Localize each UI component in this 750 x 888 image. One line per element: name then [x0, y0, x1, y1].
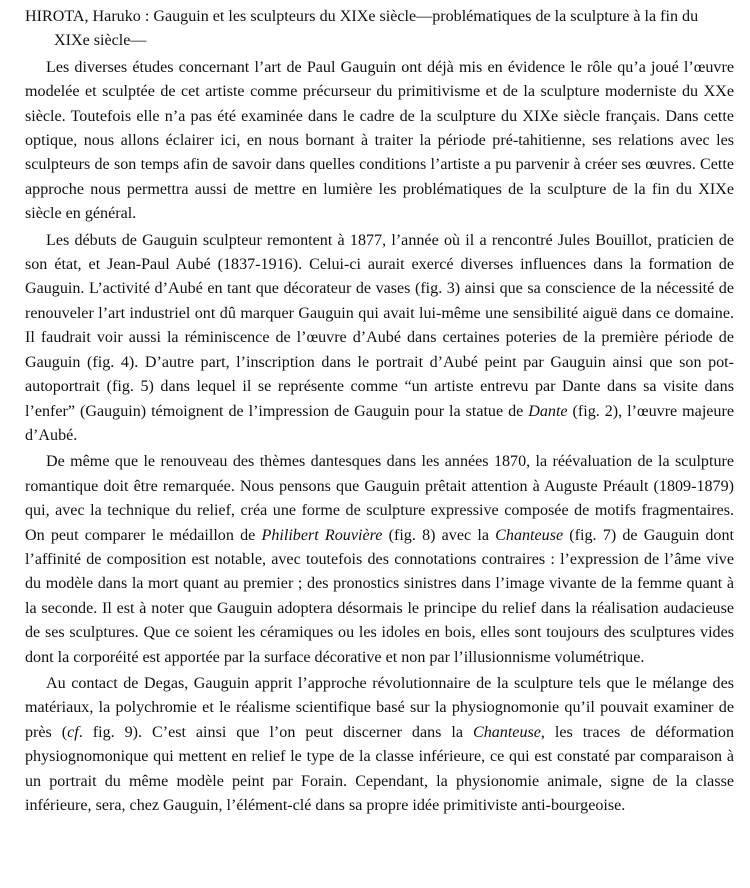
paragraph-2: [25, 229, 734, 449]
article-title: HIROTA, Haruko : Gauguin et les sculpteurs du XIXe siècle—problématiques de la sculpture à la fin du XIXe siècle—: [25, 8, 699, 50]
paragraph-4: [25, 672, 734, 818]
italic-text-run: Dante: [528, 402, 568, 420]
text-run: , les traces de déformation physiognomonique qui mettent en relief le type de la classe inférieure, ce qui est constaté par comparaison à un portrait du même modèle peint par Forain. Cependant, la physionomie animale, signe de la classe inférieure, sera, chez Gauguin, l’élément-clé dans sa propre idée primitiviste anti-bourgeoise.: [25, 723, 734, 814]
article-body: [25, 56, 734, 819]
text-run: Au contact de Degas, Gauguin apprit l’approche révolutionnaire de la sculpture tels que le mélange des matériaux, la polychromie et le réalisme scientifique basé sur la physiognomonie qu’il pouvait examiner de près (: [25, 674, 734, 741]
text-run: (fig. 2), l’œuvre majeure d’Aubé.: [25, 402, 734, 444]
italic-text-run: cf: [67, 723, 79, 741]
italic-text-run: Chanteuse: [472, 723, 541, 741]
italic-text-run: Philibert Rouvière: [261, 526, 383, 544]
text-run: (fig. 7) de Gauguin dont l’affinité de composition est notable, avec toutefois des connotations contraires : l’expression de l’âme vive du modèle dans la mort quant au premier ; des pronostics sinistres dans l’image vivante de la femme quant à la seconde. Il est à noter que Gauguin adoptera désormais le principe du relief dans la réalisation audacieuse de ses sculptures. Que ce soient les céramiques ou les idoles en bois, elles sont toujours des sculptures vides dont la corporéité est apportée par la surface décorative et non par l’illusionnisme volumétrique.: [25, 526, 734, 666]
text-run: . fig. 9). C’est ainsi que l’on peut discerner dans la: [78, 723, 473, 741]
paragraph-3: [25, 450, 734, 670]
paragraph-1: [25, 56, 734, 227]
italic-text-run: Chanteuse: [495, 526, 564, 544]
text-run: (fig. 8) avec la: [382, 526, 496, 544]
text-run: Les débuts de Gauguin sculpteur remontent à 1877, l’année où il a rencontré Jules Bouillot, praticien de son état, et Jean-Paul Aubé (1837-1916). Celui-ci aurait exercé diverses influences dans la formation de Gauguin. L’activité d’Aubé en tant que décorateur de vases (fig. 3) ainsi que sa conscience de la nécessité de renouveler l’art industriel ont dû marquer Gauguin qui avait lui-même une sensibilité aiguë dans ce domaine. Il faudrait voir aussi la réminiscence de l’œuvre d’Aubé dans certaines poteries de la première période de Gauguin (fig. 4). D’autre part, l’inscription dans le portrait d’Aubé peint par Gauguin ainsi que son pot-autoportrait (fig. 5) dans lequel il se représente comme “un artiste entrevu par Dante dans sa visite dans l’enfer” (Gauguin) témoignent de l’impression de Gauguin pour la statue de: [25, 231, 734, 420]
text-run: De même que le renouveau des thèmes dantesques dans les années 1870, la réévaluation de la sculpture romantique doit être remarquée. Nous pensons que Gauguin prêtait attention à Auguste Préault (1809-1879) qui, avec la technique du relief, créa une forme de sculpture expressive composée de motifs fragmentaires. On peut comparer le médaillon de: [25, 453, 734, 544]
text-run: Les diverses études concernant l’art de Paul Gauguin ont déjà mis en évidence le rôle qu’a joué l’œuvre modelée et sculptée de cet artiste comme précurseur du primitivisme et de la sculpture moderniste du XXe siècle. Toutefois elle n’a pas été examinée dans le cadre de la sculpture du XIXe siècle français. Dans cette optique, nous allons éclairer ici, en nous bornant à traiter la période pré-tahitienne, ses relations avec les sculpteurs de son temps afin de savoir dans quelles conditions l’artiste a pu parvenir à créer ses œuvres. Cette approche nous permettra aussi de mettre en lumière les problématiques de la sculpture de la fin du XIXe siècle en général.: [25, 58, 734, 223]
